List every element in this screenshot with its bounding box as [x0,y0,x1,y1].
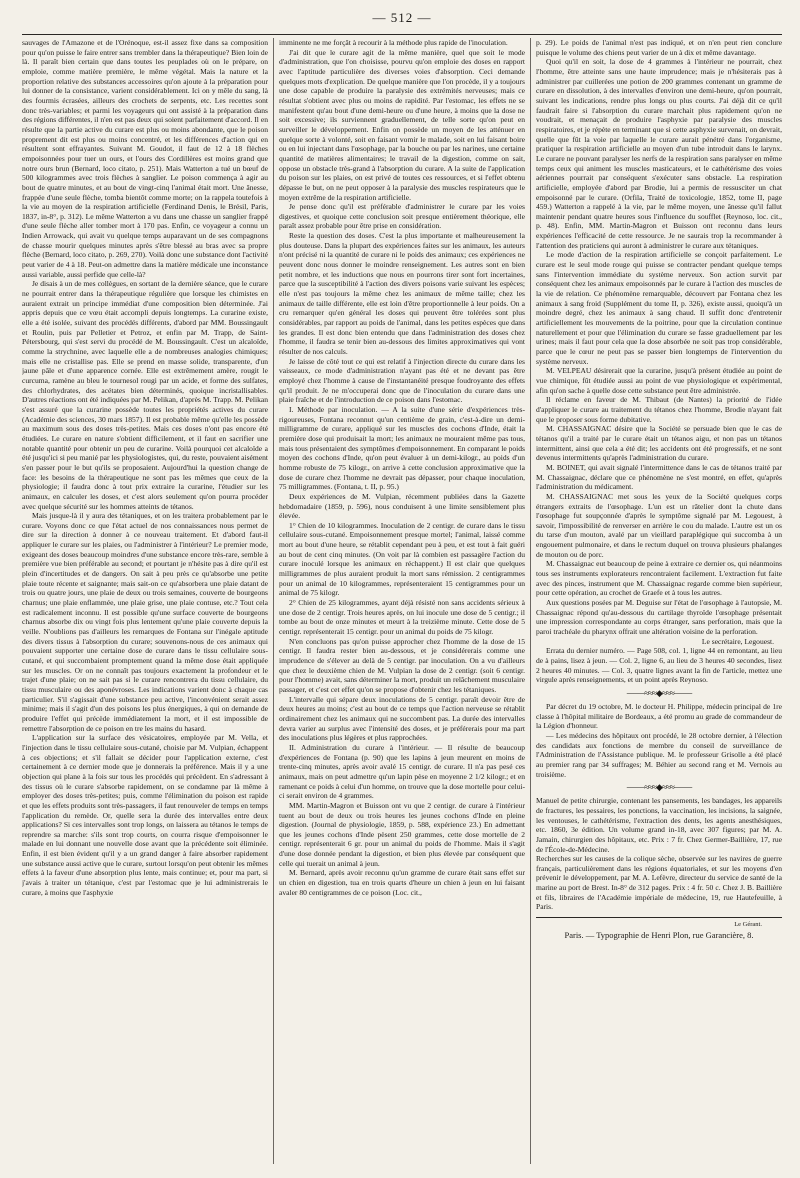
paragraph: Je disais à un de mes collègues, en sortant de la dernière séance, que le curare ne pourrait entrer dans la thérapeutique régulière que lorsque les chimistes en auraient extrait un principe immédiat d'une composition bien déterminée. J'ai appris depuis que ce vœu était accompli depuis longtemps. La curarine existe, elle a été isolée, suivant des procédés différents, d'abord par MM. Boussingault et Roulin, puis par Pelletier et Petroz, et enfin par M. Trapp, de Saint-Pétersbourg, qui s'est servi du procédé de M. Boussingault. C'est un alcaloïde, comme la strychnine, avec laquelle elle a de nombreuses analogies chimiques; mais elle ne cristallise pas. Elle se prend en masse solide, transparente, d'un jaune pâle et d'une apparence cornée. Elle est extrêmement amère, rougit le curcuma, ramène au bleu le tournesol rougi par un acide, et forme des sulfates, des chlorhydrates, des acétates bien déterminés, quoique incristallisables. D'autres réactions ont été indiquées par M. Pelikan, d'après M. Trapp. M. Pelikan s'est assuré que la curarine possède toutes les propriétés actives du curare (Académie des sciences, 30 mars 1857). Il est probable même qu'elle les possède au maximum sous des doses très-petites. Mais ces doses n'ont pas encore été étudiées. Le curare en nature s'obtient difficilement, et il faut en sacrifier une notable quantité pour obtenir un peu de curarine. Voilà pourquoi cet alcaloïde a été jusqu'ici si peu manié par les physiologistes, qui, du reste, pouvaient aisément s'en passer pour le but qu'ils se proposaient. Aujourd'hui la question change de face: les besoins de la thérapeutique ne sont pas les mêmes que ceux de la physiologie; il faudra donc à tout prix extraire la curarine, l'étudier sur les animaux, en calculer les doses, et c'est alors seulement qu'on pourra procéder avec quelque sécurité sur les hommes atteints de tétanos. [22,279,268,511]
paragraph: M. CHASSAIGNAC désire que la Société se persuade bien que le cas de tétanos qu'il a traité par le curare était un tétanos aigu, et non pas un tétanos intermittent, ainsi que cela a été dit; les accidents ont été progressifs, et ne sont devenus intermittents qu'après l'administration du curare. [536,424,782,463]
footer-rule [536,917,782,918]
paragraph: Il réclame en faveur de M. Thibaut (de Nantes) la priorité de l'idée d'appliquer le curare au traitement du tétanos chez l'homme, Brodie n'ayant fait que le proposer sous forme dubitative. [536,395,782,424]
paragraph: Quoi qu'il en soit, la dose de 4 grammes à l'intérieur ne pourrait, chez l'homme, être atteinte sans une haute imprudence; mais je n'hésiterais pas à administrer par cuillerées une potion de 200 grammes contenant un gramme de curare en dissolution, à des intervalles d'environ une demi-heure, qu'on pourrait, suivant les indications, rendre plus longs ou plus courts. J'ai déjà dit ce qu'il faudrait faire si l'absorption du curare marchait plus rapidement qu'on ne voudrait, et menaçait de produire l'asphyxie par paralysie des muscles respiratoires, et je répète en terminant que si cette asphyxie survenait, on devrait, quelle que fût la voie par laquelle le curare aurait pénétré dans l'organisme, pratiquer la respiration artificielle au moyen d'un tube introduit dans le larynx. Le curare ne pouvant paralyser les nerfs de la respiration sans paralyser en même temps ceux qui animent les muscles masticateurs, et le cathétérisme des voies aériennes pourrait par conséquent s'exécuter sans obstacle. La respiration artificielle, employée d'abord par Brodie, lui a permis de ressusciter un chat empoisonné par le curare. (Orfila, Traité de toxicologie, 1852, tome II, page 459.) Watterton a rappelé à la vie, par le même moyen, une ânesse qu'il fallut maintenir pendant quatre heures sous l'influence du soufflet (Reynoso, loc. cit., p. 48). Enfin, MM. Martin-Magron et Buisson ont reconnu dans leurs expériences l'efficacité de cette ressource. Je ne saurais trop la recommander à l'attention des praticiens qui auront à administrer le curare aux tétaniques. [536,57,782,250]
paragraph: M. Chassaignac eut beaucoup de peine à extraire ce dernier os, qui néanmoins tous ses instruments explorateurs rencontraient facilement. L'extraction fut faite avec des pinces, instrument que M. Chassaignac regarde comme bien supérieur, pour cette opération, au crochet de Graefe et à tous les autres. [536,559,782,598]
gerant-label: Le Gérant. [734,921,762,929]
paragraph: Reste la question des doses. C'est la plus importante et malheureusement la plus douteuse. Dans la plupart des expériences faites sur les animaux, les auteurs n'ont précisé ni la quantité de curare ni le poids des animaux; ces expériences ne peuvent donc nous donner le moindre renseignement. Les autres sont en bien petit nombre, et les inductions que nous en pourrons tirer sont fort incertaines, parce que la susceptibilité à l'action des divers poisons varie suivant les espèces; elle n'est pas toujours la même chez les animaux de même taille; chez les animaux de taille différente, elle est loin d'être proportionnelle à leur poids. On a cru remarquer qu'en général les doses qui peuvent être tolérées sont plus considérables, par rapport au poids de l'animal, dans les petites espèces que dans les grandes. Il est donc bien entendu que dans l'administration des doses chez l'homme, il faudra se tenir bien au-dessous des limites approximatives qui vont résulter de nos calculs. [279,231,525,356]
page [22,8,782,1170]
printer-line: Paris. — Typographie de Henri Plon, rue Garancière, 8. [564,929,754,940]
paragraph: 2° Chien de 25 kilogrammes, ayant déjà résisté non sans accidents sérieux à une dose de 2 centigr. Trois heures après, on lui inocule une dose de 5 centigr.; il tombe au bout de onze minutes et meurt à la treizième minute. Cette dose de 5 centigr. représenterait 15 centigr. pour un animal du poids de 75 kilogr. [279,598,525,637]
news-item: — Les médecins des hôpitaux ont procédé, le 28 octobre dernier, à l'élection des candidats aux fonctions de membre du conseil de surveillance de l'Administration de l'Assistance publique. M. le professeur Grisolle a été placé au premier rang par 34 suffrages; M. Béhier au second rang et M. Vernois au troisième. [536,730,782,779]
paragraph: imminente ne me forçât à recourir à la méthode plus rapide de l'inoculation. [279,38,508,47]
ornament-divider: ⎯⎯⎯⎯⎯≈≈≈◆≈≈≈⎯⎯⎯⎯⎯ [626,687,692,698]
paragraph: Je laisse de côté tout ce qui est relatif à l'injection directe du curare dans les vaisseaux, ce mode d'administration n'ayant pas été et ne devant pas être employé chez l'homme à cause de l'instantanéité presque foudroyante des effets qu'il produit. Je ne m'occuperai donc que de l'inoculation du curare dans une plaie fraîche et de l'introduction de ce poison dans l'estomac. [279,356,525,405]
paragraph: M. CHASSAIGNAC met sous les yeux de la Société quelques corps étrangers extraits de l'œsophage. L'un est un râtelier dont la chute dans l'œsophage fut soupçonnée d'après le symptôme signalé par M. Legouest, à savoir, l'impossibilité de renverser en arrière le cou du malade. L'autre est un os du tarse d'un mouton, avalé par un vieillard paraplégique qui succomba à un engouement pulmonaire, et dans le rectum duquel on trouva plusieurs phalanges de mouton ou de porc. [536,491,782,559]
paragraph: Aux questions posées par M. Deguise sur l'état de l'œsophage à l'autopsie, M. Chassaignac répond qu'au-dessous du cartilage thyroïde l'œsophage présentait une impression correspondante au corps étranger, sans perforation, mais que la paroi trachéale du pharynx offrait une altération voisine de la perforation. [536,598,782,637]
paragraph: L'intervalle qui sépare deux inoculations de 5 centigr. paraît devoir être de deux heures au moins; c'est au bout de ce temps que l'action nerveuse se rétablit ordinairement chez les animaux qui ne succombent pas. La durée des intervalles devra varier au surplus avec l'intensité des doses, et je préférerais pour ma part des inoculations plus légères et plus rapprochées. [279,694,525,743]
paragraph: N'en concluons pas qu'on puisse approcher chez l'homme de la dose de 15 centigr. Il faudra rester bien au-dessous, et je considérerais comme une imprudence de s'élever au delà de 5 centigr. par inoculation. On a vu d'ailleurs que chez le deuxième chien de M. Vulpian la dose de 2 centigr. (soit 6 centigr. pour l'homme) avait, sans déterminer la mort, produit un relâchement musculaire passager, et c'est cet effet qu'on se propose d'obtenir chez les tétaniques. [279,636,525,694]
paragraph: Je pense donc qu'il est préférable d'administrer le curare par les voies digestives, et quoique cette conclusion soit presque entièrement théorique, elle paraît assez probable pour être prise en considération. [279,202,525,231]
page-number: — 512 — [372,10,432,25]
news-item: Par décret du 19 octobre, M. le docteur H. Philippe, médecin principal de 1re classe à l'hôpital militaire de Bordeaux, a été promu au grade de commandeur de la Légion d'honneur. [536,701,782,731]
paragraph: M. BOINET, qui avait signalé l'intermittence dans le cas de tétanos traité par M. Chassaignac, déclare que ce phénomène ne s'est montré, en effet, qu'après l'administration du médicament. [536,462,782,492]
paragraph: L'application sur la surface des vésicatoires, employée par M. Vella, et l'injection dans le tissu cellulaire sous-cutané, choisie par M. Vulpian, échappent à ces objections; et s'il fallait se décider pour l'application externe, c'est certainement à ce dernier mode que je donnerais la préférence. Mais il y a une objection qui plane à la fois sur tous les procédés qui précèdent. En s'adressant à des tissus où le curare s'absorbe rapidement, on se condamne par là même à employer des doses très-petites; puis, comme l'élimination du poison est rapide et que les effets produits sont très-passagers, il faut renouveler de temps en temps l'application du remède. Or, quelle sera la durée des intervalles entre deux applications? Si ces intervalles sont trop longs, on laissera au tétanos le temps de reprendre sa marche: s'ils sont trop courts, on courra risque d'empoisonner le malade en lui donnant une nouvelle dose avant que la précédente soit éliminée. Enfin, il est bien évident qu'il y a un grand danger à faire absorber rapidement une substance aussi active que le curare, surtout lorsqu'on peut obtenir les mêmes effets à la faveur d'une absorption plus lente, mais continue; et, pour ma part, si j'avais à traiter un tétanique, c'est par l'estomac que je lui administrerais le curare, à moins que l'asphyxie [22,733,268,897]
paragraph: p. 29). Le poids de l'animal n'est pas indiqué, et on n'en peut rien conclure puisque le volume des chiens peut varier de un à dix et même davantage. [536,38,782,57]
paragraph: Le mode d'action de la respiration artificielle se conçoit parfaitement. Le curare est le seul mode rouge qui puisse se contracter pendant quelque temps sans l'intervention immédiate du système nerveux. Son action survit par conséquent chez les animaux empoisonnés par le curare à l'action des muscles de la vie de relation. Ce phénomène remarquable, découvert par Fontana chez les animaux à sang froid (Supplément du tome II, p. 326), existe aussi, quoiqu'à un moindre degré, chez les animaux à sang chaud. Il suffit donc d'entretenir artificiellement les mouvements de la poitrine, pour que la circulation continue naturellement et pour que l'élimination du curare se fasse graduellement par les urines; mais il faut pour cela que la dose absorbée ne soit pas trop considérable, parce que le cœur ne peut pas se passer bien longtemps de l'intervention du système nerveux. [536,250,782,366]
book-notice: Recherches sur les causes de la colique sèche, observée sur les navires de guerre français, particulièrement dans les régions équatoriales, et sur les moyens d'en prévenir le développement, par M. A. Lefèvre, directeur du service de santé de la marine au port de Brest. In-8° de 312 pages. Prix : 4 fr. 50 c. Chez J. B. Baillière et fils, libraires de l'Académie impériale de médecine, 19, rue Hautefeuille, à Paris. [536,854,782,912]
secretary-signature: Le secrétaire, Legouest. [701,636,774,646]
text-columns [22,38,782,1164]
paragraph: Deux expériences de M. Vulpian, récemment publiées dans la Gazette hebdomadaire (1859, p. 596), nous conduisent à une limite sensiblement plus élevée. [279,491,525,521]
paragraph: 1° Chien de 10 kilogrammes. Inoculation de 2 centigr. de curare dans le tissu cellulaire sous-cutané. Empoisonnement presque mortel; l'animal, laissé comme mort au bout d'une heure, se rétablit cependant peu à peu, et est tout à fait guéri au bout de cent cinq minutes. (On voit par là combien est passagère l'action du curare inoculé lorsque les animaux en réchappent.) Il est clair que quelques milligrammes de plus auraient produit la mort sans rémission. 2 centigrammes pour un animal de 10 kilogrammes, représenteraient 15 centigrammes pour un animal de 75 kilogr. [279,520,525,598]
paragraph: II. Administration du curare à l'intérieur. — Il résulte de beaucoup d'expériences de Fontana (p. 90) que les lapins à jeun meurent en moins de trente-cinq minutes, après avoir avalé 15 centigr. de curare. Il n'a pas pesé ces animaux, mais on peut admettre qu'un lapin pèse en moyenne 2 1/2 kilogr.; et en ramenant ce poids à celui d'un homme, on trouve que la dose mortelle pour celui-ci serait environ de 4 grammes. [279,742,525,801]
ornament-divider: ⎯⎯⎯⎯⎯≈≈≈◆≈≈≈⎯⎯⎯⎯⎯ [626,782,692,793]
column-3 [536,38,782,1164]
paragraph: J'ai dit que le curare agit de la même manière, quel que soit le mode d'administration, que l'on choisisse, pourvu qu'on emploie des doses en rapport avec l'aptitude particulière des diverses voies d'absorption. Ceci demande quelques mots d'explication. De quelque manière que l'on procède, il y a toujours une dose capable de produire la paralysie des extrémités nerveuses; mais ce résultat s'obtient avec plus ou moins de rapidité. Par l'estomac, les effets ne se manifestent qu'au bout d'une demi-heure ou d'une heure, à moins que la dose ne soit excessive; ils surviennent graduellement, de telle sorte qu'on peut en surveiller le développement. Enfin on possède un moyen de les atténuer en quelque sorte à volonté, soit en faisant vomir le malade, soit en lui faisant boire ou en lui injectant dans l'œsophage, par la bouche ou par les narines, une certaine quantité de matières alimentaires; le travail de la digestion, comme on sait, oppose un obstacle très-grand à l'absorption du curare. A la suite de l'application du poison sur les plaies, on est privé de toutes ces ressources, et si l'effet obtenu dépasse le but, on ne peut opposer à la paralysie des muscles respirateurs que le moyen extrême de la respiration artificielle. [279,47,525,202]
paragraph: M. Bernard, après avoir reconnu qu'un gramme de curare était sans effet sur un chien en digestion, tua en trois quarts d'heure un chien à jeun en lui faisant avaler 80 centigrammes de ce poison (Loc. cit., [279,868,525,897]
paragraph: M. VELPEAU désirerait que la curarine, jusqu'à présent étudiée au point de vue chimique, fût étudiée aussi au point de vue physiologique et expérimental, afin qu'on sache à quelle dose cette substance peut être administrée. [536,366,782,395]
paragraph: Mais jusque-là il y aura des tétaniques, et on les traitera probablement par le curare. Voyons donc ce que l'état actuel de nos connaissances nous permet de dire sur la direction à donner à ce nouveau traitement. Et d'abord faut-il appliquer le curare sur les plaies, ou l'administrer à l'intérieur? Le premier mode, exigeant des doses beaucoup moindres d'une substance encore très-rare, semble à première vue bien préférable au second; et pourtant je n'hésite pas à dire qu'il est plein d'incertitudes et de dangers. On sait à peu près ce qu'absorbe une petite plaie toute récente et saignante; mais sait-on ce qu'absorbera une plaie datant de trois ou quatre jours, une plaie de deux ou trois semaines, couverte de bourgeons charnus; une plaie enflammée, une plaie grise, une plaie contuse, etc.? Tout cela est radicalement inconnu. Il est possible qu'une surface couverte de bourgeons charnus absorbe dix ou vingt fois plus lentement qu'une plaie couverte depuis la veille. N'oublions pas d'ailleurs les remarques de Fontana sur l'inégale aptitude des divers tissus à l'absorption du curare; souvenons-nous de ces animaux qui pouvaient supporter une certaine dose de curare dans le tissu cellulaire sous-cutané, et qui succombaient promptement quand la même dose était appliquée sur les muscles. Or on ne connaît pas toujours exactement la profondeur et le trajet d'une plaie; on ne sait pas si le curare rencontrera du tissu cellulaire, du tissu musculaire ou des aponévroses. Les indications varient donc à chaque cas particulier. S'il s'agissait d'une substance peu active, l'inconvénient serait assez minime; mais il s'agit d'un des poisons les plus énergiques, à qui on demande de produire l'effet qui précède immédiatement la mort, et il est impossible de remettre l'absorption de ce poison en tre les mains du hasard. [22,511,268,733]
errata: Errata du dernier numéro. — Page 508, col. 1, ligne 44 en remontant, au lieu de à pains, lisez à jeun. — Col. 2, ligne 6, au lieu de 3 heures 40 secondes, lisez 2 heures 40 minutes. — Col. 3, quatre lignes avant la fin de l'article, mettez une virgule après renseignements, et un point après Reynoso. [536,646,782,685]
header-rule [22,34,782,35]
column-1 [22,38,268,1164]
paragraph: I. Méthode par inoculation. — A la suite d'une série d'expériences très-rigoureuses, Fontana reconnut qu'un centième de grain, c'est-à-dire un demi-milligramme de curare, appliqué sur les muscles des cochons d'Inde, était la première dose qui produisait la mort; les animaux ne mouraient même pas tous, mais tous présentaient des symptômes d'empoisonnement. En comparant le poids moyen des cochons d'Inde, qu'on peut évaluer à un demi-kilogr., au poids d'un homme robuste de 75 kilogr., on arrive à cette conclusion approximative que la dose de curare chez l'homme ne devrait pas dépasser, pour chaque inoculation, 75 milligrammes. (Fontana, t. II, p. 95.) [279,404,525,492]
paragraph: sauvages de l'Amazone et de l'Orénoque, est-il assez fixe dans sa composition pour qu'on puisse le faire entrer sans trembler dans la thérapeutique? Bien loin de là. Il paraît bien certain que dans toutes les peuplades où on le prépare, on emploie, comme matière première, le même végétal. Mais la nature et la proportion relative des substances accessoires qu'on ajoute à la préparation pour lui donner de la consistance, varient considérablement. Ici on y mêle du sang, là des fourmis écrasées, ailleurs des crochets de serpents, etc. Les recettes sont donc très-variables; et parmi les voyageurs qui ont assisté à la préparation dans des régions différentes, il n'en est pas deux qui soient parfaitement d'accord. Il en résulte que la partie active du curare est plus ou moins abondante, que le poison proprement dit est plus ou moins concentré, et les différences d'action qui en résultent sont effrayantes. Suivant M. Goudot, il faut de 12 à 18 flèches empoisonnées pour tuer un ours, et l'ours des Cordillères est moins grand que notre ours brun (Bernard, loco citato, p. 251). Mais Watterton a tué un bœuf de 500 kilogrammes avec trois flèches à sanglier. Le poison commença à agir au bout de quatre minutes, et au bout de vingt-cinq l'animal était mort. Une ânesse, frappée d'une seule flèche, tomba bientôt comme morte; on la rappela toutefois à la vie au moyen de la respiration artificielle (Ferdinand Denis, le Brésil, Paris, 1837, in-8°, p. 312). Le même Watterton a vu dans une chasse un sanglier frappé d'une seule flèche aller tomber mort à 170 pas. Enfin, ce voyageur a connu un Indien Arrowack, qui avait vu quelque temps auparavant un de ses compagnons de chasse mourir quelques minutes après s'être blessé au bras avec sa propre flèche (Bernard, loco citato, p. 269, 270). Voilà donc une substance dont l'activité peut varier de 4 à 18. Peut-on admettre dans la matière médicale une inconstance aussi variable, aussi perfide que celle-là? [22,38,268,279]
column-2 [279,38,525,1164]
paragraph: MM. Martin-Magron et Buisson ont vu que 2 centigr. de curare à l'intérieur tuent au bout de deux ou trois heures les jeunes cochons d'Inde en pleine digestion. (Journal de physiologie, 1859, p. 588, expérience 23.) En admettant que les jeunes cochons d'Inde pèsent 250 grammes, cette dose mortelle de 2 centigr. représenterait 6 gr. pour un animal du poids de l'homme. Mais il s'agit d'une dose donnée pendant la digestion, et bien plus élevée par conséquent que celle qui tuerait un animal à jeun. [279,800,525,868]
book-notice: Manuel de petite chirurgie, contenant les pansements, les bandages, les appareils de fractures, les pessaires, les ponctions, la vaccination, les incisions, la saignée, les ventouses, le cathétérisme, l'extraction des dents, les agents anesthésiques, etc. 1860, 3e édition. Un volume grand in-18, avec 307 figures; par M. A. Jamain, chirurgien des hôpitaux, etc. Prix : 7 fr. Chez Germer-Baillière, 17, rue de l'École-de-Médecine. [536,796,782,854]
